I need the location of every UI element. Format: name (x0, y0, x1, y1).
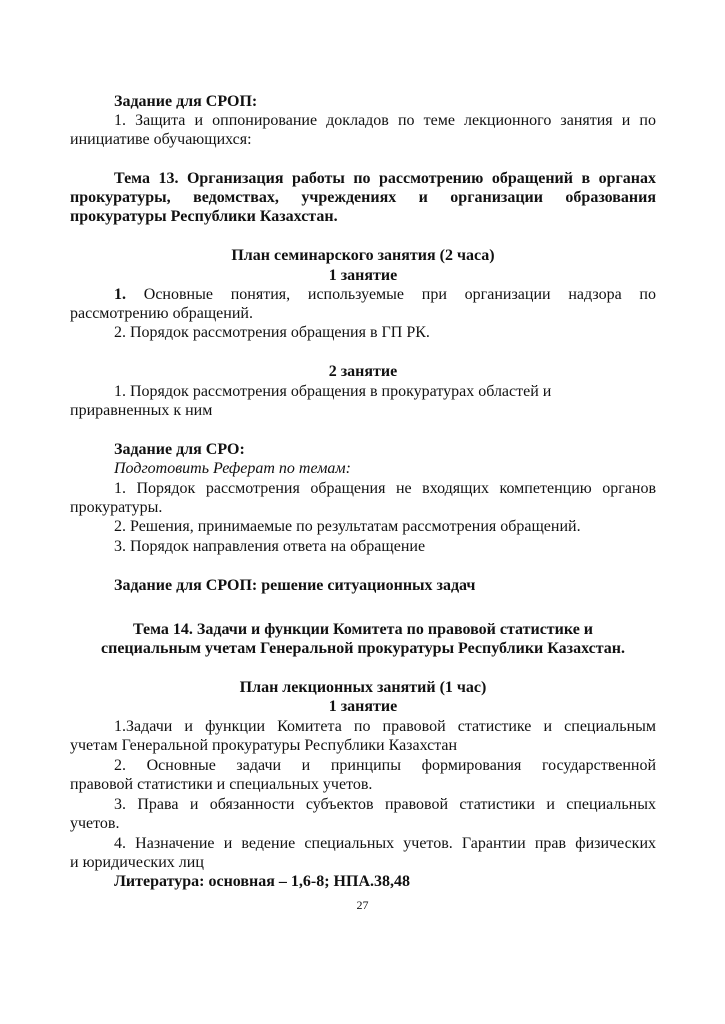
lecture-item-line: 2. Основные задачи и принципы формирования государственной (114, 757, 656, 774)
sro-heading: Задание для СРО: (114, 441, 245, 458)
seminar-plan-title: План семинарского занятия (2 часа) (231, 247, 495, 264)
literature-line: Литература: основная – 1,6-8; НПА.38,48 (114, 873, 410, 890)
seminar-session-2-item-line: 1. Порядок рассмотрения обращения в прокуратурах областей и (114, 383, 552, 400)
sro-item-line: 1. Порядок рассмотрения обращения не входящих компетенцию органов (114, 480, 656, 497)
seminar-session-1: 1 занятие (328, 267, 398, 284)
lecture-item-line: учетам Генеральной прокуратуры Республики Казахстан (70, 737, 458, 754)
lecture-item-line: 1.Задачи и функции Комитета по правовой статистике и специальным (114, 718, 656, 735)
seminar-item-line: рассмотрению обращений. (70, 305, 253, 322)
lecture-item-line: 4. Назначение и ведение специальных учетов. Гарантии прав физических (114, 835, 656, 852)
srop-text-line: 1. Защита и оппонирование докладов по теме лекционного занятия и по (114, 112, 656, 129)
srop-text-line: инициативе обучающихся: (70, 131, 252, 148)
topic-14-title-line: Тема 14. Задачи и функции Комитета по правовой статистике и (132, 621, 594, 638)
lecture-item-line: и юридических лиц (70, 854, 204, 871)
sro-item-line: прокуратуры. (70, 499, 163, 516)
seminar-item-text: Основные понятия, используемые при организации надзора по (126, 286, 656, 303)
seminar-item-line: 2. Порядок рассмотрения обращения в ГП РК. (114, 324, 430, 341)
sro-item-line: 3. Порядок направления ответа на обращение (114, 538, 426, 555)
sro-item-line: 2. Решения, принимаемые по результатам рассмотрения обращений. (114, 518, 581, 535)
srop-heading: Задание для СРОП: (114, 93, 258, 110)
sro-subheading: Подготовить Реферат по темам: (114, 460, 351, 477)
topic-13-title-line: Тема 13. Организация работы по рассмотрению обращений в органах (114, 170, 656, 187)
topic-13-title-line: прокуратуры Республики Казахстан. (70, 208, 338, 225)
lecture-item-line: учетов. (70, 815, 120, 832)
seminar-item-line (70, 285, 656, 304)
lecture-plan-title: План лекционных занятий (1 час) (239, 679, 487, 696)
seminar-session-2: 2 занятие (328, 363, 398, 380)
page-number: 27 (356, 898, 369, 912)
topic-13-title-line: прокуратуры, ведомствах, учреждениях и организации образования (70, 189, 656, 206)
seminar-session-2-item-line: приравненных к ним (70, 402, 213, 419)
seminar-item-number: 1. (114, 286, 126, 303)
lecture-item-line: 3. Права и обязанности субъектов правовой статистики и специальных (114, 796, 656, 813)
lecture-session-1: 1 занятие (328, 698, 398, 715)
srop-tasks-heading: Задание для СРОП: решение ситуационных задач (114, 577, 476, 594)
topic-14-title-line: специальным учетам Генеральной прокуратуры Республики Казахстан. (101, 640, 625, 657)
lecture-item-line: правовой статистики и специальных учетов. (70, 776, 373, 793)
